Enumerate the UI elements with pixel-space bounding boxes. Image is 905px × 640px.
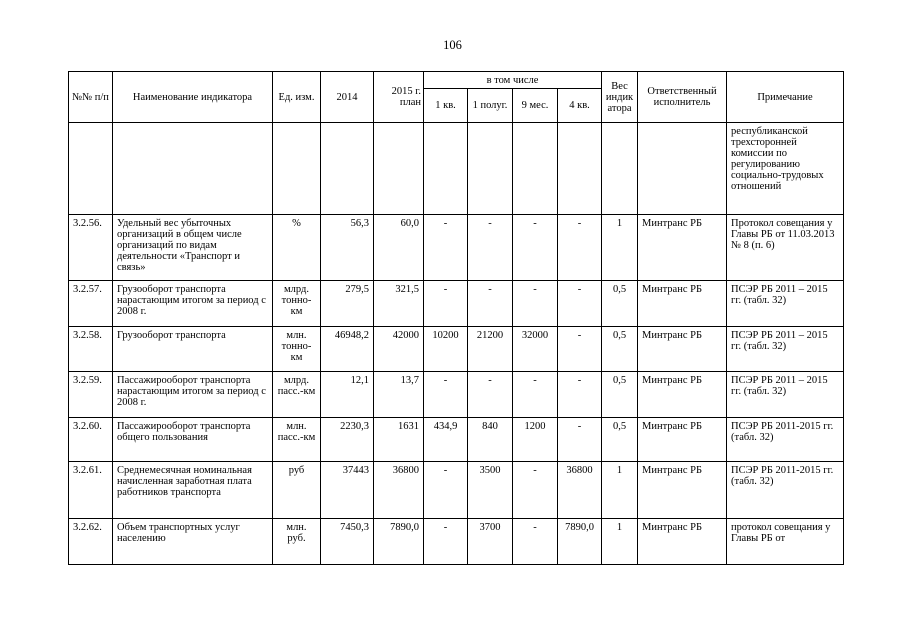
row-num: 3.2.56. — [69, 215, 113, 281]
row-name: Грузооборот транспорта нарастающим итогом за период с 2008 г. — [113, 281, 273, 327]
row-name: Удельный вес убыточных организаций в общем числе организаций по видам деятельности «Транспорт и связь» — [113, 215, 273, 281]
row-responsible: Минтранс РБ — [638, 327, 727, 372]
table-row — [69, 418, 844, 462]
row-num: 3.2.61. — [69, 462, 113, 519]
row-2015: 1631 — [374, 418, 424, 462]
row-2014: 12,1 — [321, 372, 374, 418]
row-q1: - — [424, 215, 468, 281]
header-2014: 2014 — [321, 72, 374, 123]
row-9-months: - — [513, 372, 558, 418]
table-row — [69, 462, 844, 519]
row-name: Пассажирооборот транспорта нарастающим итогом за период с 2008 г. — [113, 372, 273, 418]
row-unit: млн. руб. — [273, 519, 321, 565]
row-q1: - — [424, 372, 468, 418]
row-half-year: - — [468, 372, 513, 418]
row-num: 3.2.59. — [69, 372, 113, 418]
header-num: №№ п/п — [69, 72, 113, 123]
row-2014: 46948,2 — [321, 327, 374, 372]
row-unit: руб — [273, 462, 321, 519]
indicators-table — [68, 71, 844, 565]
header-weight: Вес индик атора — [602, 72, 638, 123]
row-unit: млн. тонно-км — [273, 327, 321, 372]
row-2014: 279,5 — [321, 281, 374, 327]
row-weight: 1 — [602, 215, 638, 281]
table-row — [69, 327, 844, 372]
row-q1: 10200 — [424, 327, 468, 372]
row-unit: млрд. тонно-км — [273, 281, 321, 327]
row-unit: млн. пасс.-км — [273, 418, 321, 462]
row-2014: 7450,3 — [321, 519, 374, 565]
row-weight: 1 — [602, 519, 638, 565]
note-cell: республиканской трехсторонней комиссии по регулированию социально-трудовых отношений — [727, 123, 844, 215]
table-row — [69, 215, 844, 281]
row-half-year: - — [468, 215, 513, 281]
row-note: ПСЭР РБ 2011-2015 гг. (табл. 32) — [727, 462, 844, 519]
row-2015: 13,7 — [374, 372, 424, 418]
header-q4: 4 кв. — [558, 89, 602, 123]
row-note: ПСЭР РБ 2011 – 2015 гг. (табл. 32) — [727, 327, 844, 372]
row-responsible: Минтранс РБ — [638, 418, 727, 462]
row-note: протокол совещания у Главы РБ от — [727, 519, 844, 565]
row-q4: - — [558, 327, 602, 372]
row-weight: 1 — [602, 462, 638, 519]
row-responsible: Минтранс РБ — [638, 372, 727, 418]
row-9-months: 1200 — [513, 418, 558, 462]
header-2015-plan: 2015 г. план — [374, 72, 424, 123]
row-responsible: Минтранс РБ — [638, 215, 727, 281]
page-number: 106 — [443, 38, 462, 52]
row-half-year: 21200 — [468, 327, 513, 372]
row-responsible: Минтранс РБ — [638, 281, 727, 327]
table-row — [69, 519, 844, 565]
row-q1: 434,9 — [424, 418, 468, 462]
row-note: ПСЭР РБ 2011 – 2015 гг. (табл. 32) — [727, 281, 844, 327]
row-name: Среднемесячная номинальная начисленная заработная плата работников транспорта — [113, 462, 273, 519]
row-2015: 321,5 — [374, 281, 424, 327]
table-row — [69, 281, 844, 327]
row-num: 3.2.57. — [69, 281, 113, 327]
row-name: Объем транспортных услуг населению — [113, 519, 273, 565]
row-half-year: 840 — [468, 418, 513, 462]
row-2014: 37443 — [321, 462, 374, 519]
row-q1: - — [424, 462, 468, 519]
row-q4: - — [558, 418, 602, 462]
table-row — [69, 372, 844, 418]
row-weight: 0,5 — [602, 372, 638, 418]
row-responsible: Минтранс РБ — [638, 519, 727, 565]
row-half-year: 3700 — [468, 519, 513, 565]
row-half-year: 3500 — [468, 462, 513, 519]
row-half-year: - — [468, 281, 513, 327]
table-row-continuation — [69, 123, 844, 215]
row-name: Пассажирооборот транспорта общего пользования — [113, 418, 273, 462]
row-q4: 7890,0 — [558, 519, 602, 565]
row-q1: - — [424, 281, 468, 327]
row-9-months: - — [513, 281, 558, 327]
row-9-months: - — [513, 462, 558, 519]
row-9-months: - — [513, 215, 558, 281]
row-2015: 60,0 — [374, 215, 424, 281]
row-note: ПСЭР РБ 2011-2015 гг. (табл. 32) — [727, 418, 844, 462]
header-9-months: 9 мес. — [513, 89, 558, 123]
row-num: 3.2.60. — [69, 418, 113, 462]
row-num: 3.2.62. — [69, 519, 113, 565]
row-q1: - — [424, 519, 468, 565]
header-name: Наименование индикатора — [113, 72, 273, 123]
row-q4: - — [558, 281, 602, 327]
row-weight: 0,5 — [602, 281, 638, 327]
header-including: в том числе — [424, 72, 602, 89]
row-q4: - — [558, 215, 602, 281]
row-q4: - — [558, 372, 602, 418]
row-9-months: - — [513, 519, 558, 565]
row-2014: 56,3 — [321, 215, 374, 281]
row-unit: млрд. пасс.-км — [273, 372, 321, 418]
header-q1: 1 кв. — [424, 89, 468, 123]
row-9-months: 32000 — [513, 327, 558, 372]
row-num: 3.2.58. — [69, 327, 113, 372]
header-unit: Ед. изм. — [273, 72, 321, 123]
row-note: ПСЭР РБ 2011 – 2015 гг. (табл. 32) — [727, 372, 844, 418]
row-weight: 0,5 — [602, 418, 638, 462]
row-2015: 36800 — [374, 462, 424, 519]
row-unit: % — [273, 215, 321, 281]
row-responsible: Минтранс РБ — [638, 462, 727, 519]
row-2014: 2230,3 — [321, 418, 374, 462]
row-note: Протокол совещания у Главы РБ от 11.03.2013 № 8 (п. 6) — [727, 215, 844, 281]
header-half-year: 1 полуг. — [468, 89, 513, 123]
header-note: Примечание — [727, 72, 844, 123]
row-name: Грузооборот транспорта — [113, 327, 273, 372]
row-weight: 0,5 — [602, 327, 638, 372]
row-q4: 36800 — [558, 462, 602, 519]
header-responsible: Ответственный исполнитель — [638, 72, 727, 123]
row-2015: 42000 — [374, 327, 424, 372]
row-2015: 7890,0 — [374, 519, 424, 565]
